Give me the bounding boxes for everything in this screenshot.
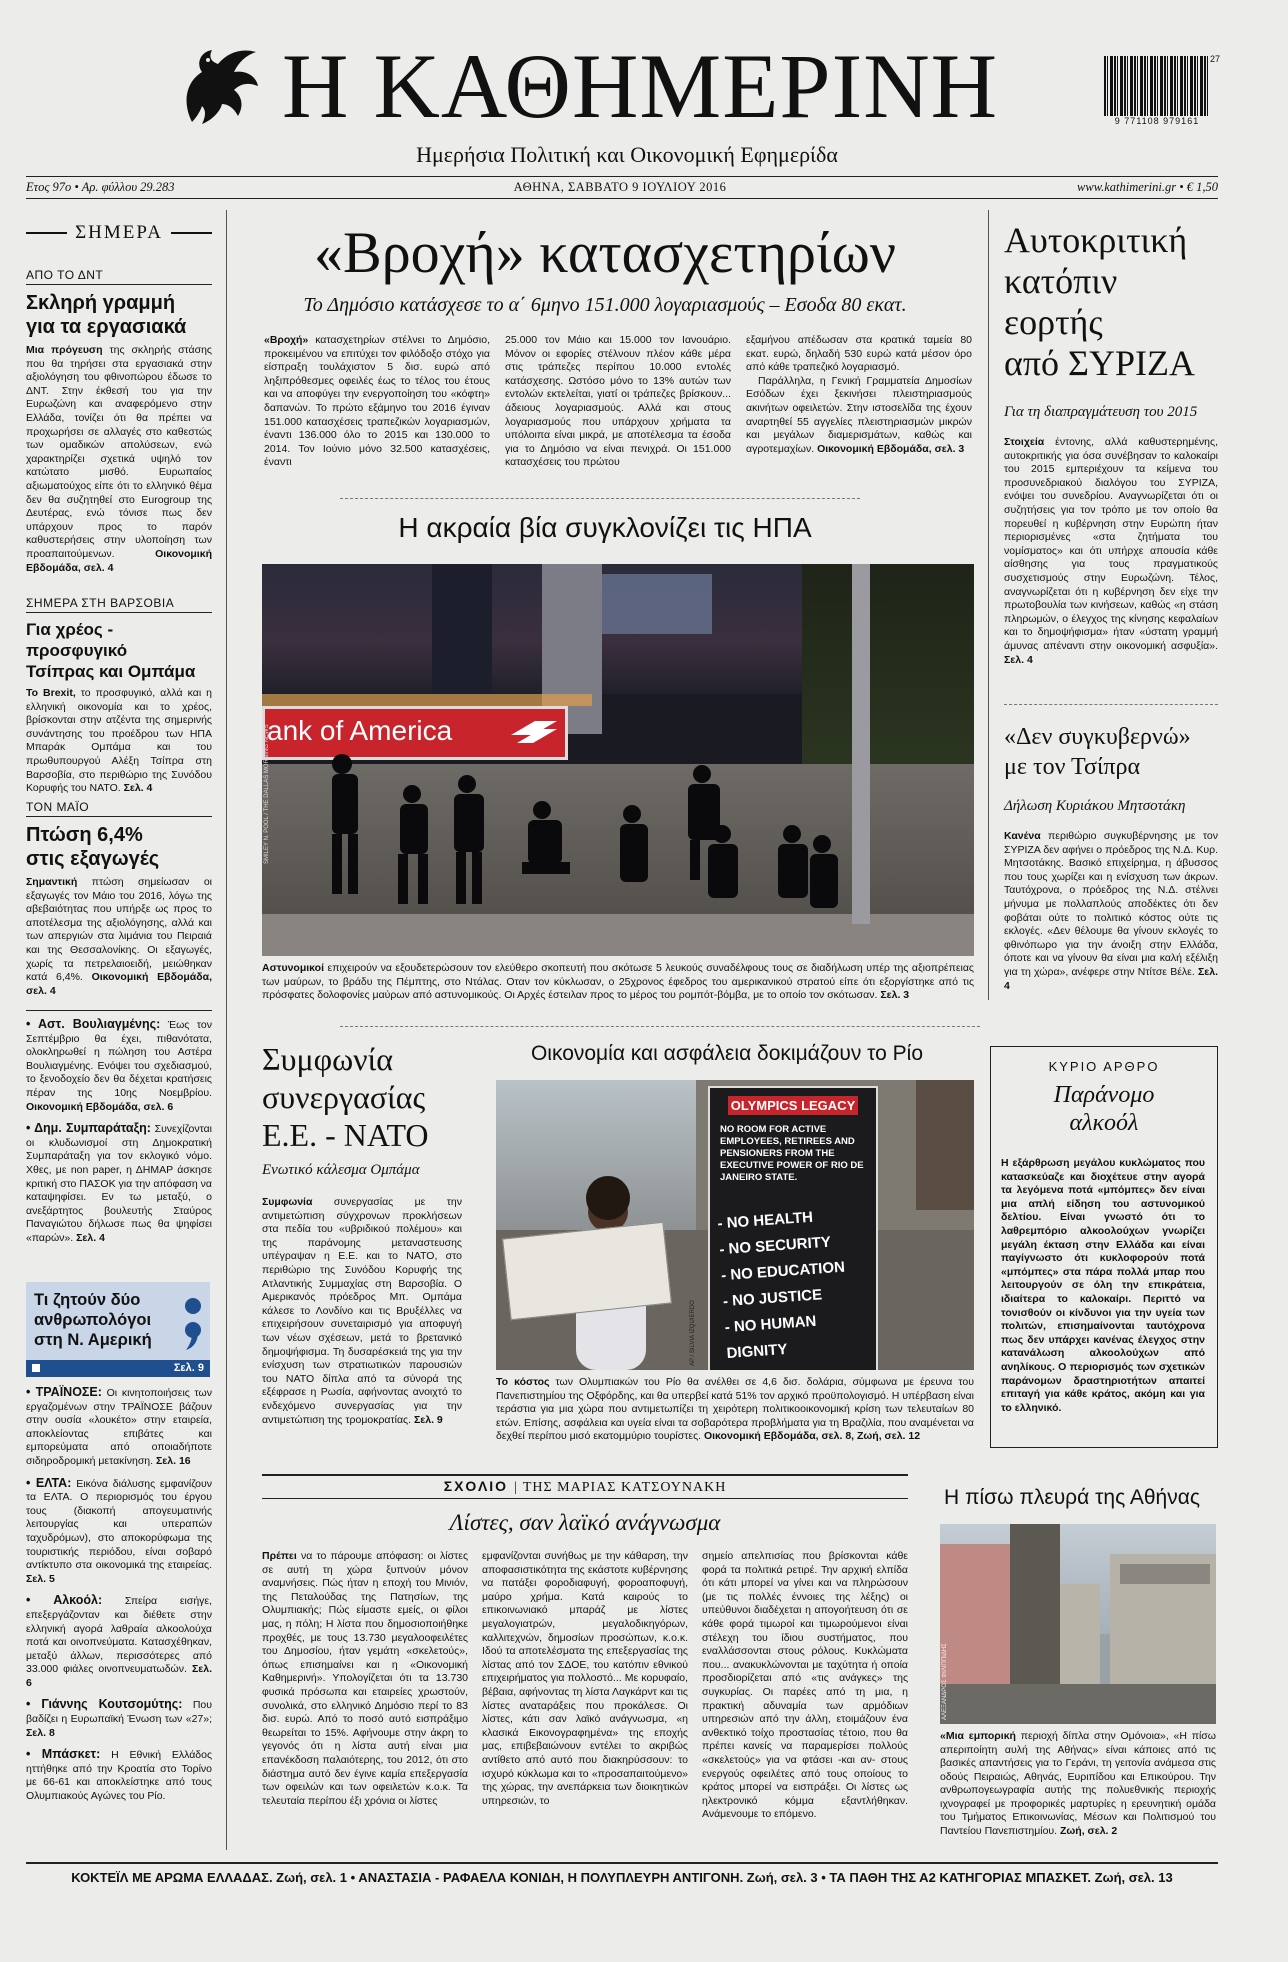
bullet-item: • Αλκοόλ: Σπείρα εισήγε, επεξεργάζονταν και διέθετε στην ελληνική αγορά λαθραία αλκοολούχα ποτά και οινοπνεύματα. Κατασχέθηκαν, μεταξύ άλλων, περισσότερες από 33.000 φιάλες οινοπνευματωδών. Σελ. 6 (26, 1593, 213, 1689)
barcode-bars (1104, 56, 1210, 116)
bullet-item: • ΤΡΑΪΝΟΣΕ: Οι κινητοποιήσεις των εργαζομένων στην ΤΡΑΪΝΟΣΕ βάζουν στην ουσία «λουκέτο» στην εταιρεία, αποκλείοντας επιβάτες και εμπορεύματα από οποιαδήποτε σιδηροδρομική μετακίνηση. Σελ. 16 (26, 1385, 213, 1467)
left-story-warsaw (26, 596, 212, 796)
lead-col-1: «Βροχή» κατασχετηρίων στέλνει το Δημόσιο, προκειμένου να επιτύχει τον φιλόδοξο στόχο για είσπραξη τουλάχιστον 5 δισ. ευρώ από ληξιπρόθεσμες οφειλές έως το τέλος του έτους και να αποφύγει την ενεργοποίηση του «κόφτη» δαπανών. Το πρώτο εξάμηνο του 2016 έγιναν 151.000 κατασχέσεις τραπεζικών λογαριασμών, έναντι 136.000 όλο το 2015 και 130.000 το 2014. Τον Ιούνιο μόνο 32.500 κατασχέσεις, έναντι (264, 334, 490, 469)
bullet-item: • ΕΛΤΑ: Εικόνα διάλυσης εμφανίζουν τα ΕΛΤΑ. Ο περιορισμός του έργου τους (διακοπή απογευματινής λειτουργίας και υπεραπών ταχυδρόμων), στο αποκορύφωμα της τουριστικής περιόδου, είναι σοβαρό αντίκτυπο στα οικονομικά της εταιρείας. Σελ. 5 (26, 1475, 212, 1585)
usa-title: Η ακραία βία συγκλονίζει τις ΗΠΑ (398, 512, 812, 543)
sign-list: - NO HEALTH - NO SECURITY - NO EDUCATION - NO JUSTICE - NO HUMAN DIGNITY (717, 1208, 846, 1363)
sign-head: OLYMPICS LEGACY (728, 1096, 858, 1115)
photo-credit: ΑΛΕΞΑΝΔΡΟΣ ΦΙΛΙΠΠΙΔΗΣ (942, 1643, 948, 1720)
lead-col-2: 25.000 τον Μάιο και 15.000 τον Ιανουάριο. Μόνον οι εφορίες στέλνουν πλέον κάθε μέρα στις τράπεζες περίπου 10.000 εντολές κατάσχεσης. Ωστόσο μόνο το 13% αυτών των εντολών εκτελείται, γιατί οι τράπεζες βρίσκουν... άδειους λογαριασμούς. Αλλά και στους λογαριασμούς που υπάρχουν χρήματα τα υπόλοιπα είναι μικρά, με αποτέλεσμα τα έσοδα για το Δημόσιο να είναι πενιχρά. Οι 151.000 κατασχέσεις του πρώτου (505, 334, 731, 469)
promo-ref: Σελ. 9 (26, 1360, 210, 1377)
bofa-sign-text: ank of America (267, 715, 453, 746)
mitsotakis-body: Κανένα περιθώριο συγκυβέρνησης με τον ΣΥΡΙΖΑ δεν αφήνει ο πρόεδρος της Ν.Δ. Κυρ. Μητσοτάκης. Βασικό επιχείρημα, η άβυσσος που τους χωρίζει και η ενίσχυση των άκρων. Ταυτόχρονα, ο πρόεδρος της Ν.Δ. στέλνει μήνυμα με πολλαπλούς αποδέκτες ότι δεν φοβάται ούτε το πολιτικό κόστος ούτε τις εκλογές. «Δεν θέλουμε θα γίνουν εκλογές το φθινόπωρο για την άνοιξη στην Ελλάδα, όποτε και να γίνουν θα είναι μια καλή εξέλιξη για τη χώρα», ανέφερε στην Ντίτσε Βέλε. Σελ. 4 (1004, 830, 1218, 992)
usa-caption: Αστυνομικοί επιχειρούν να εξουδετερώσουν τον ελεύθερο σκοπευτή που σκότωσε 5 λευκούς συναδέλφους τους σε διαδήλωση υπέρ της αξιοπρέπειας των μαύρων, το βράδυ της Πέμπτης, στο Ντάλας. Οταν τον κύκλωσαν, ο 25χρονος έφεδρος του αμερικανικού στρατού είπε ότι εξοργίστηκε από τις πρόσφατες δολοφονίες μαύρων από αστυνομικούς. Οι Αρχές έστειλαν προς το μέρος του ρομπότ-βόμβα, με το οποίο τον σκότωσαν. Σελ. 3 (262, 962, 974, 1001)
editorial-box (990, 1046, 1218, 1448)
left-story-imf (26, 268, 212, 575)
bofa-sign (262, 706, 568, 760)
editorial-label: ΚΥΡΙΟ ΑΡΘΡΟ (1048, 1059, 1160, 1074)
athens-caption: «Μια εμπορική περιοχή δίπλα στην Ομόνοια», «Η πίσω απεριποίητη αυλή της Αθήνας» είναι κάποιες από τις βασικές απαντήσεις για το Γεράνι, τη γειτονία ανάμεσα στις οδούς Πειραιώς, Αθηνάς, Ευριπίδου και Επικούρου. Την ανθρωπογεωγραφία αυτής της πολυεθνικής περιοχής ιχνογραφεί με προφορικές μαρτυρίες η ερευνητική ομάδα του Τμήματος Επικοινωνίας, Μέσων και Πολιτισμού του Παντείου Πανεπιστημίου. Ζωή, σελ. 2 (940, 1730, 1216, 1837)
nato-subtitle: Ενωτικό κάλεσμα Ομπάμα (262, 1162, 420, 1178)
promo-text: Τι ζητούν δύο ανθρωπολόγοι στη Ν. Αμερική (34, 1291, 152, 1349)
barcode-digits: 9 771108 979161 (1114, 116, 1200, 126)
left-bullets (26, 1018, 212, 1246)
story-body: Το Brexit, το προσφυγικό, αλλά και η ελληνική οικονομία και το χρέος, βρίσκονται στην ατζέντα της σημερινής συνάντησης του προέδρου των ΗΠΑ Μπαράκ Ομπάμα και του πρωθυπουργού Αλέξη Τσίπρα στη Βαρσοβία, στο περιθώριο της Συνόδου Κορυφής του ΝΑΤΟ. Σελ. 4 (26, 687, 212, 795)
section-label: ΣΗΜΕΡΑ ΣΤΗ ΒΑΡΣΟΒΙΑ (26, 596, 212, 613)
today-label: ΣΗΜΕΡΑ (75, 222, 163, 243)
masthead-subtitle: Ημερήσια Πολιτική και Οικονομική Εφημερίδα (416, 142, 838, 167)
bullet-item: • Αστ. Βουλιαγμένης: Έως τον Σεπτέμβριο θα έχει, πιθανότατα, ολοκληρωθεί η πώληση του Αστέρα Βουλιαγμένης. Ενόψει του σχεδιασμού, το ξενοδοχείο δεν θα δέχεται κρατήσεις πέραν της 10ης Νοεμβρίου. Οικονομική Εβδομάδα, σελ. 6 (26, 1017, 213, 1113)
bullet-item: • Γιάννης Κουτσομύτης: Που βαδίζει η Ευρωπαϊκή Ένωση των «27»; Σελ. 8 (26, 1697, 213, 1739)
nato-body: Συμφωνία συνεργασίας με την αντιμετώπιση σύγχρονων προκλήσεων στα πεδία του «υβριδικού πολέμου» και της παράνομης μεταναστευσης υπέγραψαν η Ε.Ε. και το ΝΑΤΟ, στο περιθώριο της Συνόδου Κορυφής της Ατλαντικής Συμμαχίας στη Βαρσοβία. Ο Αμερικανός πρόεδρος Μπ. Ομπάμα κάλεσε το Λονδίνο και τις Βρυξέλλες να επιχειρήσουν συνεταιρισμό για αποφυγή των νέων σχέσεων, μετά το βρετανικό δημοψήφισμα. Τη δυσαρέσκειά της για την ενίσχυση των στρατιωτικών παρουσιών του ΝΑΤΟ δίπλα από τα σύνορά της εξέφρασε η Ρωσία, αφήνοντας ανοιχτό το ενδεχόμενο συνεργασίας για την αντιμετώπιση της τρομοκρατίας. Σελ. 9 (262, 1196, 462, 1426)
masthead-title: Η ΚΑΘΗΜΕΡΙΝΗ (282, 35, 999, 137)
column-label: ΣΧΟΛΙΟ | ΤΗΣ ΜΑΡΙΑΣ ΚΑΤΣΟΥΝΑΚΗ (443, 1478, 727, 1495)
date-line: ΑΘΗΝΑ, ΣΑΒΒΑΤΟ 9 ΙΟΥΛΙΟΥ 2016 (513, 180, 727, 194)
footer-teasers: ΚΟΚΤΕΪΛ ΜΕ ΑΡΩΜΑ ΕΛΛΑΔΑΣ. Ζωή, σελ. 1 • ΑΝΑΣΤΑΣΙΑ - ΡΑΦΑΕΛΑ ΚΟΝΙΔΗ, Η ΠΟΛΥΠΛΕΥΡΗ ΑΝΤΙΓΟΝΗ. Ζωή, σελ. 3 • ΤΑ ΠΑΘΗ ΤΗΣ Α2 ΚΑΤΗΓΟΡΙΑΣ ΜΠΑΣΚΕΤ. Ζωή, σελ. 13 (71, 1870, 1173, 1885)
today-header (26, 222, 212, 244)
police-officers (302, 754, 942, 924)
semicolon-icon (180, 1292, 206, 1352)
sign-text: NO ROOM FOR ACTIVE EMPLOYEES, RETIREES AND PENSIONERS FROM THE EXECUTIVE POWER OF RIO DE JANEIRO STATE. (720, 1124, 864, 1183)
barcode (1100, 54, 1220, 124)
dallas-police-photo (262, 564, 974, 956)
story-body: Σημαντική πτώση σημείωσαν οι εξαγωγές τον Μάιο του 2016, λόγω της αβεβαιότητας που υπήρξε ως προς το αποτέλεσμα της αξιολόγησης, αλλά και των απεργιών στα λιμάνια του Πειραιά και της Θεσσαλονίκης. Οι εξαγωγές, χωρίς τα πετρελαιοειδή, μειώθηκαν κατά 6,4%. Οικονομική Εβδομάδα, σελ. 4 (26, 876, 213, 997)
section-label: ΑΠΟ ΤΟ ΔΝΤ (26, 268, 212, 285)
rio-caption: Το κόστος των Ολυμπιακών του Ρίο θα ανέλθει σε 4,6 δισ. δολάρια, σύμφωνα με έρευνα του Πανεπιστημίου της Οξφόρδης, και θα υπερβεί κατά 51% τον αρχικό προϋπολογισμό. Η υπέρβαση είναι τεράστια για μια χώρα που αντιμετωπίζει τη χειρότερη πολιτικοοικονομική κρίση των τελευταίων 80 ετών. Επίσης, ασφάλεια και υγεία είναι τα σοβαρότερα προβλήματα για τη Βραζιλία, που αναμένεται να δεχθεί περίπου μισό εκατομμύριο τουρίστες. Οικονομική Εβδομάδα, σελ. 8, Ζωή, σελ. 12 (496, 1376, 974, 1442)
lead-subtitle: Το Δημόσιο κατάσχεσε το α΄ 6μηνο 151.000 λογαριασμούς – Εσοδα 80 εκατ. (303, 294, 907, 316)
anthropologists-promo[interactable] (26, 1282, 210, 1377)
editorial-body: Η εξάρθρωση μεγάλου κυκλώματος που κατασκεύαζε και διοχέτευε στην αγορά τα λεγόμενα ποτά «μπόμπες» δεν είναι μια απλή είδηση του αστυνομικού δελτίου. Είναι γνωστό ότι το λαθρεμπόριο αλκοολούχων γνωρίζει μεγάλη έκταση στην Ελλάδα και είναι παγίγνωστο ότι κυκλοφορούν ποτά «μπόμπες» στα πάρα πολλά μπαρ που λειτουργούν σε όλη την επικράτεια, ιδιαίτερα το καλοκαίρι. Περιττό να τονισθούν οι κίνδυνοι για την υγεία των πολιτών, επισημαίνονται ταυτόχρονα πως δεν υπάρχει κανένας έλεγχος στην κατανάλωση αλκοολούχων από ανηλίκους. Ο περιορισμός των σχετικών παράνομων δραστηριοτήτων απαιτεί επιταγή για κάθε κράτος, ακόμη και για το ελληνικό. (1001, 1157, 1205, 1414)
mitsotakis-title: «Δεν συγκυβερνώ» με τον Τσίπρα (1004, 724, 1191, 780)
griffin-logo-icon (172, 42, 264, 134)
lead-title: «Βροχή» κατασχετηρίων (314, 220, 896, 285)
column-col-3: σημείο απελπισίας που βρίσκονται κάθε φορά τα πολιτικά ρετιρέ. Την αρχική ελπίδα ότι κάτι μπορεί να γίνει και να πληρώσουν (με τις πολλές έννοιες της λέξης) οι υπεύθυνοι διαδέχεται η απογοήτευση ότι σε κάθε φορά τιμωροί και τιμωρούμενοι είναι στέλεχη του ίδιου συστήματος, που εναλλάσσονται στους ρόλους. Κυκλώματα που... ανακυκλώνονται με ταχύτητα ή οποία προσδιορίζεται από «τις ανάγκες» της συγκυρίας. Οι παρέες από τη μια, η πρακτική αδυναμία των αρμόδιων υπηρεσιών από την άλλη, ετοιμάζουν ένα ανθεκτικό τοίχο προστασίας τέτοιο, που θα πρέπει κανείς να παραμερίσει πολλούς «σκελετούς» για να φτάσει -και αν- στους ενεργούς οφειλέτες από τους οποίους το κράτος μπορεί να εισπράξει. Οι λίστες ως ηλεκτρονικό κόμμα εξαντλήθηκαν. Ανάμενουμε το επόμενο. (702, 1550, 908, 1821)
story-title: Για χρέος - προσφυγικό Τσίπρας και Ομπάμα (26, 620, 196, 681)
barcode-top: 27 (1210, 54, 1221, 64)
column-col-1: Πρέπει να το πάρουμε απόφαση: οι λίστες σε αυτή τη χώρα ξυπνούν μόνον αναμνήσεις. Πώς ήταν η εποχή του Μινιόν, της Πεταλούδας της Πατησίων, της Ολυμπιακής; Πώς είμαστε εμείς, οι φίλοι μας, η πόλη; Η λίστα που δημοσιοποιήθηκε προχθές, με τους 13.730 μεγαλοοφειλέτες του Δημοσίου, ήταν γεμάτη «σκελετούς», όπως επισημαίνει και η «Οικονομική Καθημερινή». Υπολογίζεται ότι τα 13.730 φυσικά πρόσωπα και εταιρείες χρωστούν, συνολικά, στο ελληνικό Δημόσιο περί το 83 δισ. ευρώ. Από το ποσό αυτό εισπράξιμο θεωρείται το 15%. Αφήνουμε στην άκρη το γεγονός ότι η λίστα αυτή είναι μια επανέκδοση παλαιότερης, του 2012, ότι στο διάστημα αυτό δεν έγινε καμία επεξεργασία των οφειλών και των οφειλετών κ.ο.κ. Τα τελευταία περίπου έξι χρόνια οι λίστες (262, 1550, 469, 1807)
syriza-title: Αυτοκριτική κατόπιν εορτής από ΣΥΡΙΖΑ (1004, 220, 1195, 383)
bullet-item: • Δημ. Συμπαράταξη: Συνεχίζονται οι κλυδωνισμοί στη Δημοκρατική Συμπαράταξη για τον εκλογικό νόμο. Χθες, με non paper, η ΔΗΜΑΡ άσκησε κριτική στο ΠΑΣΟΚ για την απόφαση να καταψηφίσει. Εν τω μεταξύ, ο ανεξάρτητος βουλευτής Σταύρος Παναγιώτου δήλωσε πως θα ψηφίσει «παρών». Σελ. 4 (26, 1121, 213, 1244)
bofa-flag-icon (509, 715, 559, 747)
bullet-item: • Μπάσκετ: Η Εθνική Ελλάδος ηττήθηκε από την Κροατία στο Τορίνο με 66-61 και αποκλείστηκε από τους Ολυμπιακούς Αγώνες του Ρίο. (26, 1747, 213, 1803)
protest-sign (708, 1086, 878, 1370)
story-body: Μια πρόγευση της σκληρής στάσης που θα τηρήσει στα εργασιακά στην αξιολόγηση του φθινοπώρου έδωσε το ΔΝΤ. Στην έκθεσή του για την Ευρωζώνη και αναφερόμενο στην Ελλάδα, τονίζει ότι θα πρέπει να προχωρήσει σε αλλαγές στο καθεστώς των ομαδικών απολύσεων, ενώ χαρακτηρίζει σχετικά υψηλό τον κατώτατο μισθό. Ευρωπαίος αξιωματούχος είπε ότι το ελληνικό θέμα δεν θα συζητηθεί στο Eurogroup της Δευτέρας, ενώ τόνισε πως δεν υπάρχουν προς το παρόν καθυστερήσεις στην υλοποίηση των προαπαιτούμενων. Οικονομική Εβδομάδα, σελ. 4 (26, 344, 212, 574)
square-icon (32, 1364, 40, 1372)
column-col-2: εμφανίζονται συνήθως με την κάθαρση, την αποφασιστικότητα της εκάστοτε κυβέρνησης να πατάξει φοροδιαφυγή, φοροαποφυγή, μαύρο χρήμα. Κατά καιρούς το επικοινωνιακό μπαράζ με λίστες μεγαλογιατρών, μεγαλοδικηγόρων, καλλιτεχνών, δημοσίων προσώπων, κ.ο.κ. Ιδού τα αποτελέσματα της επεξεργασίας της λίστας από τον ΣΔΟΕ, του κατόπιν εθνικού επιχειρήματος για πολλοστό... Με κορυφαίο, βέβαια, αφήνοντας τη λίστα Λαγκάρντ και τις λίστες αναταράξεις που προκάλεσε. Οι λίστες, κάτι σαν λαϊκό ανάγνωσμα, «η κλασικά Εικονογραφημένα» της εποχής μας, επιβεβαιώνουν εντέλει το ακριβώς αντίθετο από αυτό που διακηρύσσουν: το ισχυρό κύκλωμα και το «προσαπαιτούμενο» της χώρας, την ανεπάρκεια των διοικητικών υπηρεσιών, το (482, 1550, 688, 1807)
photo-credit: SMILEY N. POOL / THE DALLAS MORNING NEWS (264, 724, 270, 864)
section-label: ΤΟΝ ΜΑΪΟ (26, 800, 212, 817)
rio-protest-photo (496, 1080, 974, 1370)
photo-credit: AP / SILVIA IZQUIERDO (690, 1300, 696, 1366)
left-bullets-2 (26, 1386, 212, 1804)
mitsotakis-subtitle: Δήλωση Κυριάκου Μητσοτάκη (1004, 798, 1186, 814)
story-title: Πτώση 6,4% στις εξαγωγές (26, 824, 160, 870)
lead-col-3: εξαμήνου απέδωσαν στα κρατικά ταμεία 80 εκατ. ευρώ, δηλαδή 530 ευρώ κατά μέσον όρο από κάθε τραπεζικό λογαριασμό. Παράλληλα, η Γενική Γραμματεία Δημοσίων Εσόδων έχει ξεκινήσει πλειστηριασμούς ακινήτων οφειλετών. Στην ιστοσελίδα της έχουν αναρτηθεί 55 αγγελίες πλειστηριασμών μικρών και μεγάλων διαμερισμάτων, καθώς και αγροτεμαχίων. Οικονομική Εβδομάδα, σελ. 3 (746, 334, 972, 455)
syriza-body: Στοιχεία έντονης, αλλά καθυστερημένης, αυτοκριτικής για όσα συνέβησαν το καλοκαίρι του 2015 εμπεριέχουν τα κείμενα του προσυνεδριακού διαλόγου του ΣΥΡΙΖΑ, ενόψει του συνεδρίου. Αναγνωρίζεται ότι οι συζητήσεις για τον τρόπο με τον οποίο θα πορευθεί η κυβέρνηση στην Ευρώπη ήταν περιορισμένες «στα ζητήματα του νομίσματος» και ότι υπήρχε απουσία κάθε αίσθησης για τους πραγματικούς συσχετισμούς στην Ευρωζώνη. Τέλος, αναγνωρίζεται ότι η κυβέρνηση δεν είχε την πρωτοβουλία των κινήσεων, καθώς «η στάση πληρωμών, ο έλεγχος της κίνησης κεφαλαίων και το δημοψήφισμα» ήταν «ύστατη γραμμή άμυνας απέναντι στην οικονομική ασφυξία». Σελ. 4 (1004, 436, 1218, 666)
athens-street-photo (940, 1524, 1216, 1724)
year-issue: Ετος 97ο • Αρ. φύλλου 29.283 (26, 180, 175, 194)
nato-title: Συμφωνία συνεργασίας Ε.Ε. - ΝΑΤΟ (262, 1041, 429, 1153)
column-title: Λίστες, σαν λαϊκό ανάγνωσμα (449, 1510, 721, 1535)
newspaper-held (502, 1222, 672, 1320)
story-title: Σκληρή γραμμή για τα εργασιακά (26, 292, 187, 338)
editorial-title: Παράνομο αλκοόλ (1053, 1082, 1155, 1136)
left-story-exports (26, 800, 212, 998)
athens-title: Η πίσω πλευρά της Αθήνας (944, 1486, 1200, 1509)
web-price: www.kathimerini.gr • € 1,50 (1077, 180, 1218, 194)
syriza-subtitle: Για τη διαπραγμάτευση του 2015 (1004, 404, 1198, 420)
rio-title: Οικονομία και ασφάλεια δοκιμάζουν το Ρίο (530, 1042, 924, 1065)
